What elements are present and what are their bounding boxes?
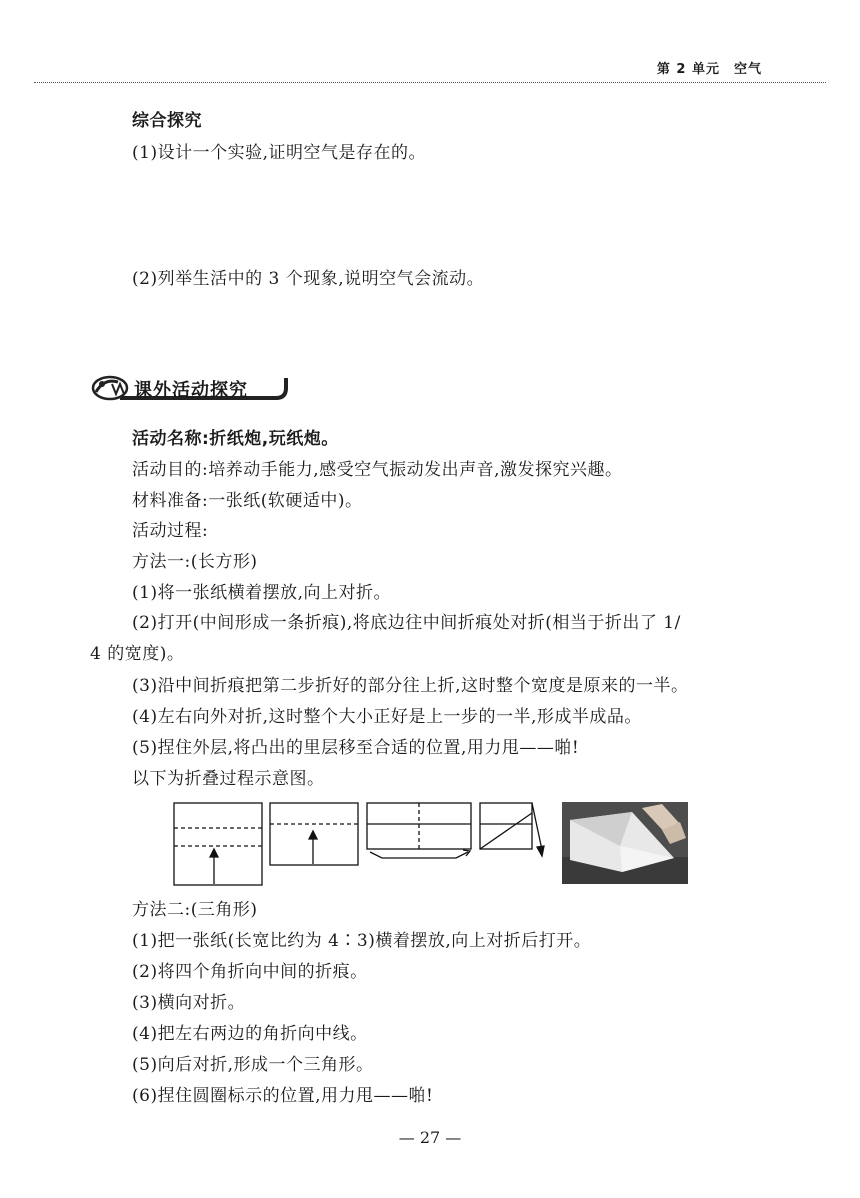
section-title: 综合探究 [132, 111, 202, 131]
method1-step4: (4)左右向外对折,这时整个大小正好是上一步的一半,形成半成品。 [132, 707, 642, 727]
page-header [0, 58, 860, 78]
method1-title: 方法一:(长方形) [132, 552, 258, 572]
method1-step5: (5)捏住外层,将凸出的里层移至合适的位置,用力甩——啪! [132, 738, 580, 758]
activity-purpose: 活动目的:培养动手能力,感受空气振动发出声音,激发探究兴趣。 [132, 460, 623, 480]
fold-step-4-diagram [480, 803, 544, 856]
method2-step1: (1)把一张纸(长宽比约为 4∶3)横着摆放,向上对折后打开。 [132, 931, 592, 951]
fold-step-2-diagram [270, 803, 358, 865]
method2-step4: (4)把左右两边的角折向中线。 [132, 1024, 368, 1044]
page-number: — 27 — [398, 1128, 462, 1147]
activity-banner [90, 372, 290, 402]
method1-step1: (1)将一张纸横着摆放,向上对折。 [132, 583, 391, 603]
question-2: (2)列举生活中的 3 个现象,说明空气会流动。 [132, 269, 485, 289]
method1-step3: (3)沿中间折痕把第二步折好的部分往上折,这时整个宽度是原来的一半。 [132, 676, 689, 696]
activity-name: 活动名称:折纸炮,玩纸炮。 [132, 429, 339, 449]
activity-process-label: 活动过程: [132, 521, 209, 541]
method1-step2-line2: 4 的宽度)。 [90, 644, 185, 664]
header-divider [34, 82, 826, 83]
method1-step2-line1: (2)打开(中间形成一条折痕),将底边往中间折痕处对折(相当于折出了 1/ [132, 613, 681, 633]
unit-title: 第 2 单元 空气 [656, 62, 762, 77]
activity-logo-icon [93, 377, 127, 399]
folding-diagram [170, 800, 560, 890]
figure-caption: 以下为折叠过程示意图。 [132, 769, 325, 789]
banner-title: 课外活动探究 [134, 380, 248, 401]
method2-step2: (2)将四个角折向中间的折痕。 [132, 962, 368, 982]
paper-popper-photo [562, 802, 688, 884]
method2-step6: (6)捏住圆圈标示的位置,用力甩——啪! [132, 1086, 434, 1106]
method2-title: 方法二:(三角形) [132, 900, 258, 920]
fold-step-3-diagram [367, 803, 471, 858]
method2-step3: (3)横向对折。 [132, 993, 246, 1013]
fold-step-1-diagram [174, 803, 262, 885]
method2-step5: (5)向后对折,形成一个三角形。 [132, 1055, 374, 1075]
question-1: (1)设计一个实验,证明空气是存在的。 [132, 143, 426, 163]
paper-popper-image [562, 802, 688, 884]
activity-materials: 材料准备:一张纸(软硬适中)。 [132, 491, 363, 511]
